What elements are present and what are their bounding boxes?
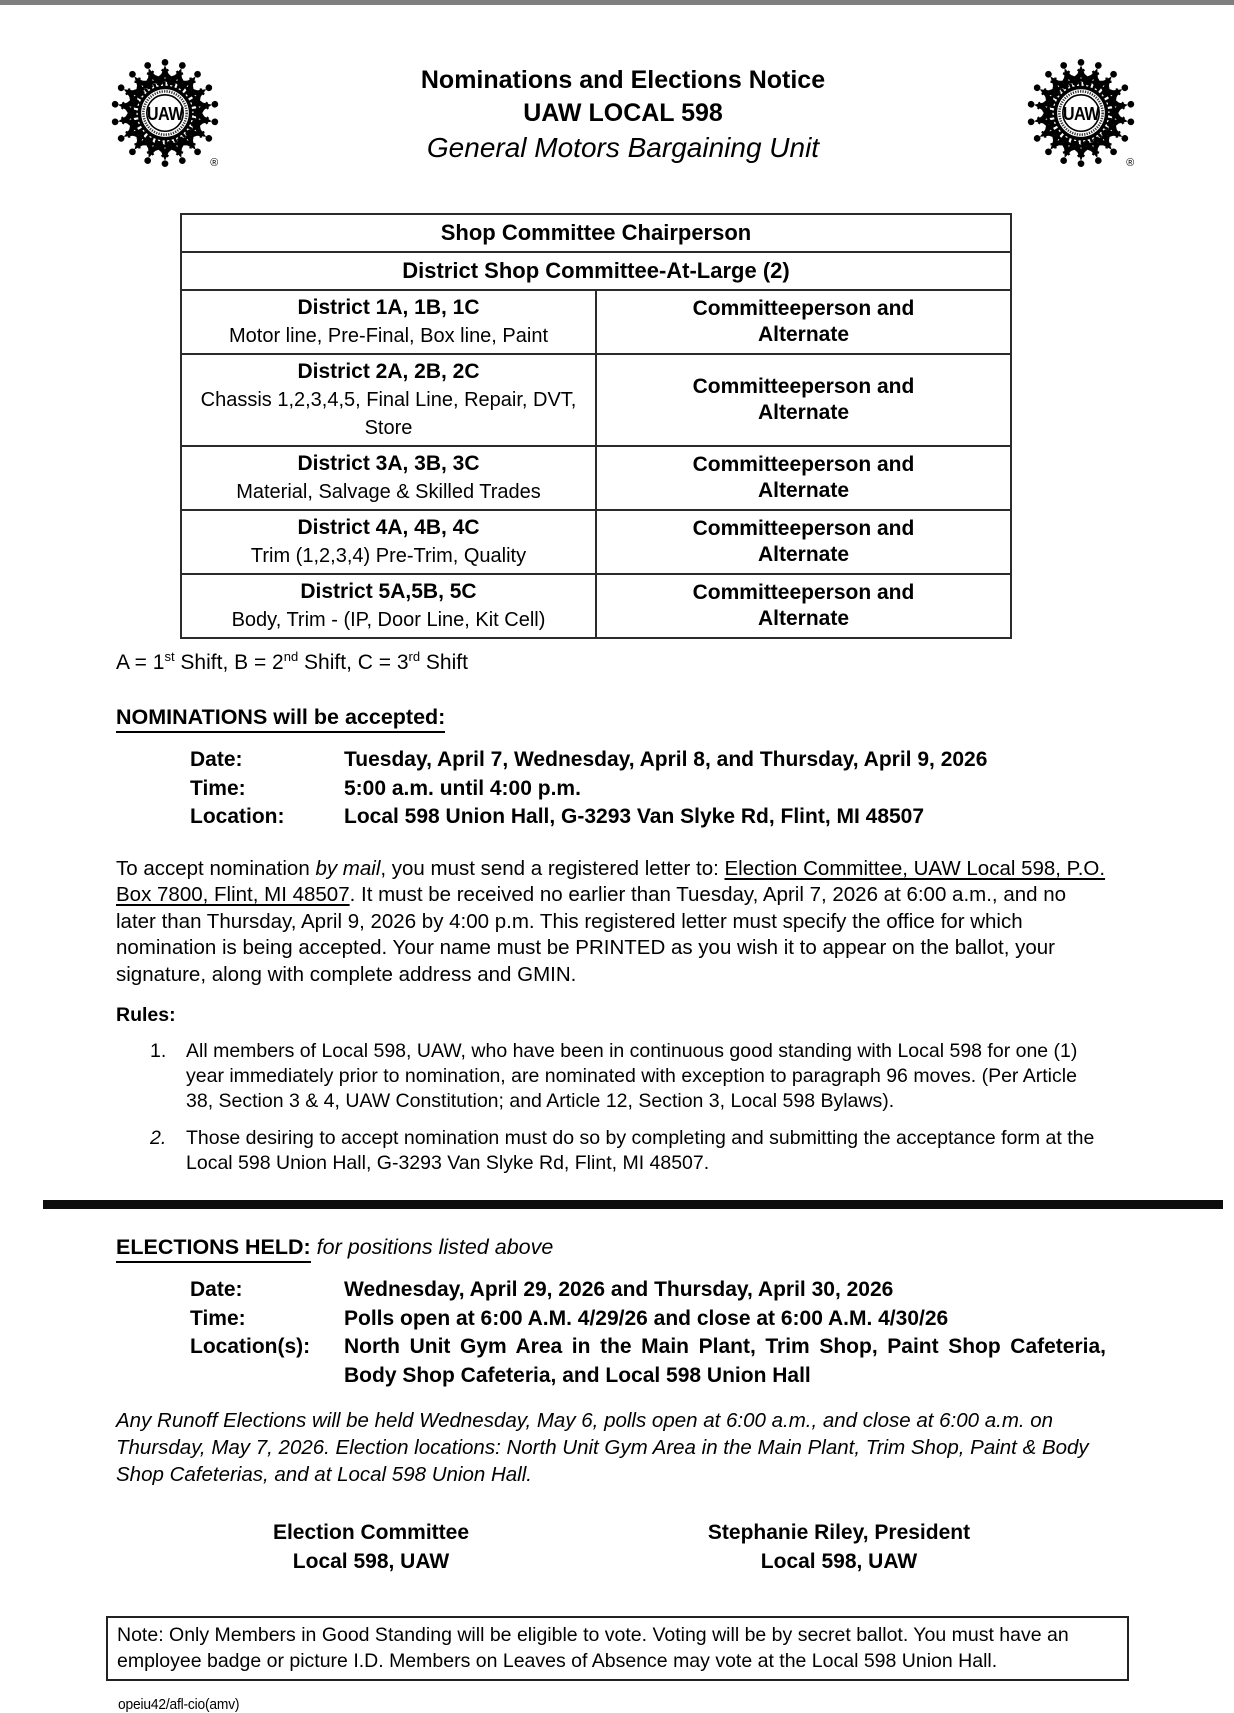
rule-number: 2. bbox=[150, 1127, 167, 1149]
superscript: nd bbox=[283, 649, 299, 664]
signature-election-committee bbox=[240, 1518, 502, 1576]
signature-block bbox=[0, 1518, 1234, 1576]
nominations-details bbox=[190, 746, 1106, 832]
position-line1: Committeeperson and bbox=[692, 517, 915, 540]
rule-number: 1. bbox=[150, 1040, 167, 1062]
position-line2: Alternate bbox=[757, 323, 850, 346]
table-row-district-3 bbox=[181, 446, 1011, 510]
position-line1: Committeeperson and bbox=[692, 453, 915, 476]
district-name: District 5A,5B, 5C bbox=[300, 580, 477, 603]
signature-president bbox=[672, 1518, 1006, 1576]
section-divider bbox=[43, 1200, 1223, 1209]
scan-artifact-bar bbox=[0, 0, 1234, 5]
position-line1: Committeeperson and bbox=[692, 581, 915, 604]
by-mail-italic: by mail bbox=[315, 856, 381, 880]
date-value: Wednesday, April 29, 2026 and Thursday, April 30, 2026 bbox=[344, 1278, 894, 1301]
district-name: District 1A, 1B, 1C bbox=[297, 296, 480, 319]
date-value: Tuesday, April 7, Wednesday, April 8, and Thursday, April 9, 2026 bbox=[344, 748, 988, 771]
time-value: Polls open at 6:00 A.M. 4/29/26 and close at 6:00 A.M. 4/30/26 bbox=[344, 1306, 949, 1330]
position-line2: Alternate bbox=[757, 543, 850, 566]
district-cell bbox=[181, 354, 596, 446]
district-name: District 3A, 3B, 3C bbox=[297, 452, 480, 475]
elections-time-row bbox=[190, 1305, 1106, 1334]
positions-table bbox=[180, 213, 1012, 639]
svg-text:UAW: UAW bbox=[1062, 103, 1100, 125]
district-name: District 2A, 2B, 2C bbox=[297, 360, 480, 383]
svg-text:®: ® bbox=[1126, 157, 1135, 170]
at-large-header: District Shop Committee-At-Large (2) bbox=[181, 252, 1011, 290]
nominations-date-row bbox=[190, 746, 1106, 775]
position-cell bbox=[596, 510, 1011, 574]
locations-label: Location(s): bbox=[190, 1335, 311, 1358]
locations-value: North Unit Gym Area in the Main Plant, Trim Shop, Paint Shop Cafeteria, Body Shop Cafeteria, and Local 598 Union Hall bbox=[344, 1335, 1106, 1387]
district-cell bbox=[181, 446, 596, 510]
position-line2: Alternate bbox=[757, 607, 850, 630]
eligibility-note-box: Note: Only Members in Good Standing will be eligible to vote. Voting will be by secret ballot. You must have an employee badge or picture I.D. Members on Leaves of Absence may vote at the Local 598 Union Hall. bbox=[106, 1616, 1129, 1681]
time-value: 5:00 a.m. until 4:00 p.m. bbox=[344, 776, 581, 800]
rule-text: All members of Local 598, UAW, who have been in continuous good standing with Local 598 for one (1) year immediately prior to nomination, are nominated with exception to paragraph 96 moves. (Per Article 38, Section 3 & 4, UAW Constitution; and Article 12, Section 3, Local 598 Bylaws). bbox=[186, 1040, 1078, 1112]
table-header-row-1 bbox=[181, 214, 1011, 252]
nominations-time-row bbox=[190, 775, 1106, 804]
position-line2: Alternate bbox=[757, 401, 850, 424]
district-areas: Motor line, Pre-Final, Box line, Paint bbox=[228, 325, 549, 347]
time-label: Time: bbox=[190, 1306, 246, 1330]
mail-address-underlined: Election Committee, UAW Local 598, P.O. Box 7800, Flint, MI 48507 bbox=[116, 856, 1106, 906]
location-value: Local 598 Union Hall, G-3293 Van Slyke Rd, Flint, MI 48507 bbox=[344, 805, 925, 828]
district-areas: Trim (1,2,3,4) Pre-Trim, Quality bbox=[250, 545, 527, 567]
district-cell bbox=[181, 574, 596, 638]
rules-heading: Rules: bbox=[116, 1004, 176, 1026]
table-row-district-5 bbox=[181, 574, 1011, 638]
table-header-row-2 bbox=[181, 252, 1011, 290]
elections-heading: ELECTIONS HELD: for positions listed above bbox=[116, 1235, 1234, 1263]
chairperson-header: Shop Committee Chairperson bbox=[181, 214, 1011, 252]
position-cell bbox=[596, 574, 1011, 638]
position-line2: Alternate bbox=[757, 479, 850, 502]
signature-line2: Local 598, UAW bbox=[760, 1550, 918, 1573]
signature-line2: Local 598, UAW bbox=[292, 1550, 450, 1573]
district-name: District 4A, 4B, 4C bbox=[297, 516, 480, 539]
elections-details bbox=[190, 1276, 1106, 1390]
district-cell bbox=[181, 290, 596, 354]
time-label: Time: bbox=[190, 776, 246, 800]
position-line1: Committeeperson and bbox=[692, 375, 915, 398]
table-row-district-1 bbox=[181, 290, 1011, 354]
runoff-elections-paragraph: Any Runoff Elections will be held Wednesday, May 6, polls open at 6:00 a.m., and close at 6:00 a.m. on Thursday, May 7, 2026. Election locations: North Unit Gym Area in the Main Plant, Trim Shop, Paint & Body Shop Cafeterias, and at Local 598 Union Hall. bbox=[116, 1409, 1089, 1486]
location-label: Location: bbox=[190, 805, 285, 828]
mail-nomination-paragraph: To accept nomination by mail, you must send a registered letter to: Election Committee, UAW Local 598, P.O. Box 7800, Flint, MI 48507. It must be received no earlier than Tuesday, April 7, 2026 at 6:00 a.m., and no later than Thursday, April 9, 2026 by 4:00 p.m. This registered letter must specify the office for which nomination is being accepted. Your name must be PRINTED as you wish it to appear on the ballot, your signature, along with complete address and GMIN. bbox=[116, 856, 1106, 986]
date-label: Date: bbox=[190, 1278, 243, 1301]
notice-title: Nominations and Elections Notice bbox=[420, 66, 826, 94]
local-title: UAW LOCAL 598 bbox=[523, 99, 723, 127]
rule-item-2 bbox=[150, 1126, 1106, 1176]
district-areas: Material, Salvage & Skilled Trades bbox=[236, 481, 541, 503]
district-areas: Body, Trim - (IP, Door Line, Kit Cell) bbox=[231, 609, 546, 631]
table-row-district-2 bbox=[181, 354, 1011, 446]
uaw-logo-left-icon bbox=[106, 53, 224, 177]
shift-legend: A = 1st Shift, B = 2nd Shift, C = 3rd Shift bbox=[116, 649, 468, 674]
unit-title: General Motors Bargaining Unit bbox=[426, 132, 820, 163]
notice-header bbox=[0, 53, 1234, 177]
elections-heading-suffix: for positions listed above bbox=[310, 1235, 554, 1259]
superscript: rd bbox=[408, 649, 421, 664]
signature-line1: Stephanie Riley, President bbox=[707, 1521, 971, 1544]
elections-date-row bbox=[190, 1276, 1106, 1305]
district-areas: Chassis 1,2,3,4,5, Final Line, Repair, DVT, Store bbox=[200, 389, 577, 439]
rule-item-1 bbox=[150, 1039, 1106, 1114]
uaw-logo-right-icon bbox=[1022, 53, 1140, 177]
title-block bbox=[224, 64, 1022, 166]
svg-text:®: ® bbox=[210, 157, 219, 170]
superscript: st bbox=[164, 649, 175, 664]
date-label: Date: bbox=[190, 748, 243, 771]
table-row-district-4 bbox=[181, 510, 1011, 574]
position-cell bbox=[596, 354, 1011, 446]
position-cell bbox=[596, 290, 1011, 354]
rule-text: Those desiring to accept nomination must do so by completing and submitting the acceptance form at the Local 598 Union Hall, G-3293 Van Slyke Rd, Flint, MI 48507. bbox=[186, 1127, 1095, 1174]
svg-text:UAW: UAW bbox=[146, 103, 184, 125]
nominations-location-row bbox=[190, 803, 1106, 832]
district-cell bbox=[181, 510, 596, 574]
signature-line1: Election Committee bbox=[272, 1521, 470, 1544]
elections-location-row bbox=[190, 1333, 1106, 1390]
union-bug-footer: opeiu42/afl-cio(amv) bbox=[118, 1696, 240, 1713]
position-line1: Committeeperson and bbox=[692, 297, 915, 320]
position-cell bbox=[596, 446, 1011, 510]
nominations-heading: NOMINATIONS will be accepted: bbox=[116, 705, 1234, 733]
